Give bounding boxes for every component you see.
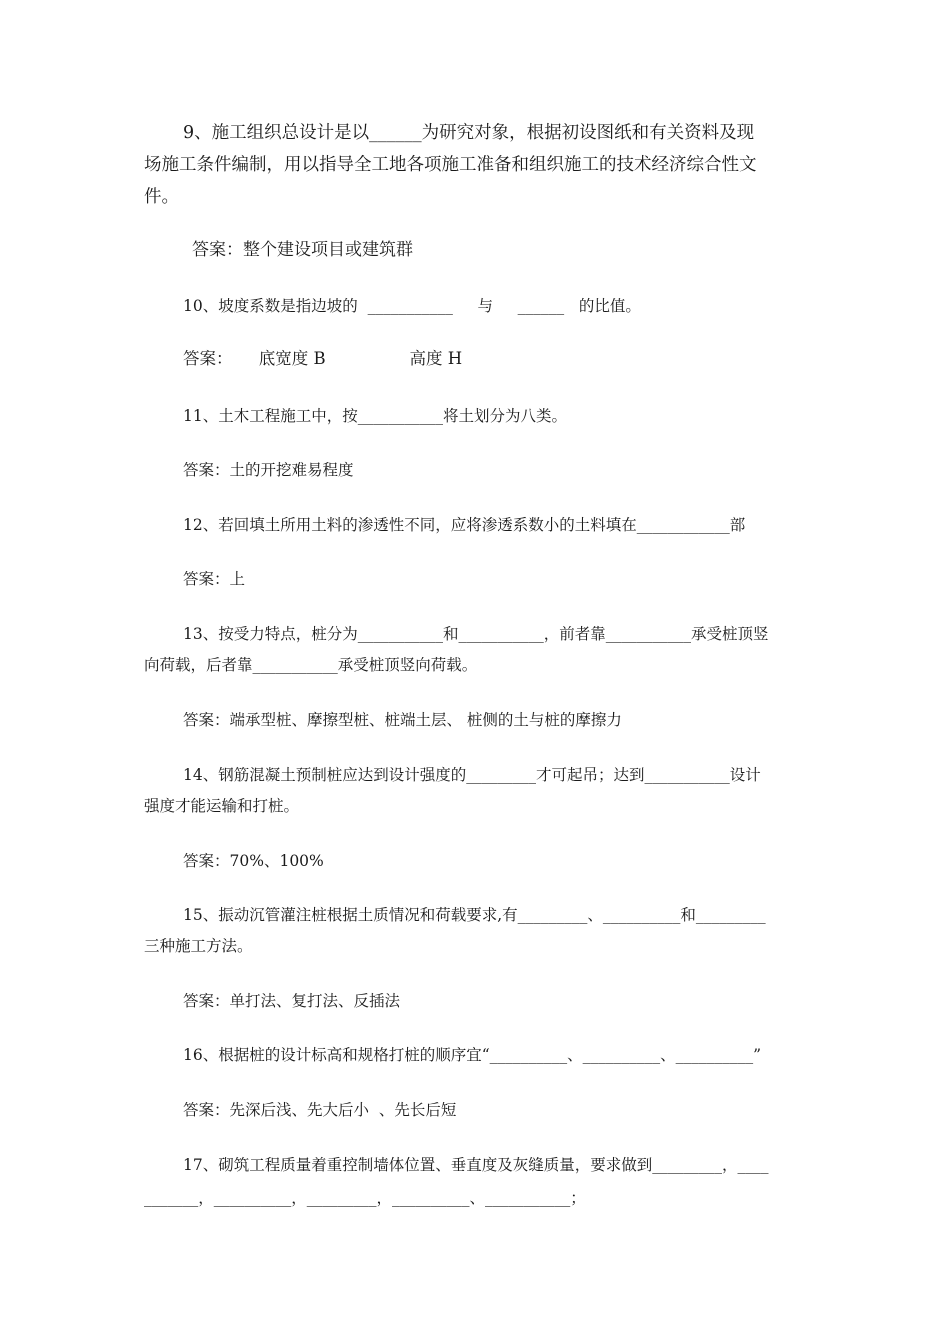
question-12: 12、若回填土所用土料的渗透性不同，应将渗透系数小的土料填在____________部	[183, 516, 746, 534]
question-11: 11、土木工程施工中，按___________将土划分为八类。	[183, 407, 567, 425]
question-10: 10、坡度系数是指边坡的 ___________ 与 ______ 的比值。	[183, 297, 641, 315]
question-15-line-1: 15、振动沉管灌注桩根据土质情况和荷载要求,有_________、__________和_________	[183, 906, 766, 924]
answer-11: 答案：土的开挖难易程度	[183, 461, 354, 479]
question-9-line-3: 件。	[144, 187, 179, 207]
question-9-line-2: 场施工条件编制，用以指导全工地各项施工准备和组织施工的技术经济综合性文	[144, 155, 757, 175]
question-16: 16、根据桩的设计标高和规格打桩的顺序宜“__________、__________、__________”	[183, 1046, 762, 1064]
question-9-line-1: 9、施工组织总设计是以______为研究对象，根据初设图纸和有关资料及现	[183, 123, 755, 143]
question-17-line-2: _______，__________，_________，__________、___________；	[144, 1189, 586, 1207]
question-17-line-1: 17、砌筑工程质量着重控制墙体位置、垂直度及灰缝质量，要求做到_________，____	[183, 1156, 769, 1174]
question-14-line-1: 14、钢筋混凝土预制桩应达到设计强度的_________才可起吊；达到___________设计	[183, 766, 761, 784]
answer-10: 答案： 底宽度 B 高度 H	[183, 349, 463, 368]
question-13-line-1: 13、按受力特点，桩分为___________和___________，前者靠___________承受桩顶竖	[183, 625, 769, 643]
answer-16: 答案：先深后浅、先大后小 、先长后短	[183, 1101, 457, 1119]
answer-9: 答案：整个建设项目或建筑群	[192, 240, 413, 260]
question-13-line-2: 向荷载，后者靠___________承受桩顶竖向荷载。	[144, 656, 478, 674]
question-14-line-2: 强度才能运输和打桩。	[144, 797, 300, 815]
question-15-line-2: 三种施工方法。	[144, 937, 253, 955]
answer-15: 答案：单打法、复打法、反插法	[183, 992, 401, 1010]
answer-14: 答案：70%、100%	[183, 852, 324, 870]
answer-12: 答案：上	[183, 570, 246, 588]
answer-13: 答案：端承型桩、摩擦型桩、桩端土层、 桩侧的土与桩的摩擦力	[183, 711, 622, 729]
